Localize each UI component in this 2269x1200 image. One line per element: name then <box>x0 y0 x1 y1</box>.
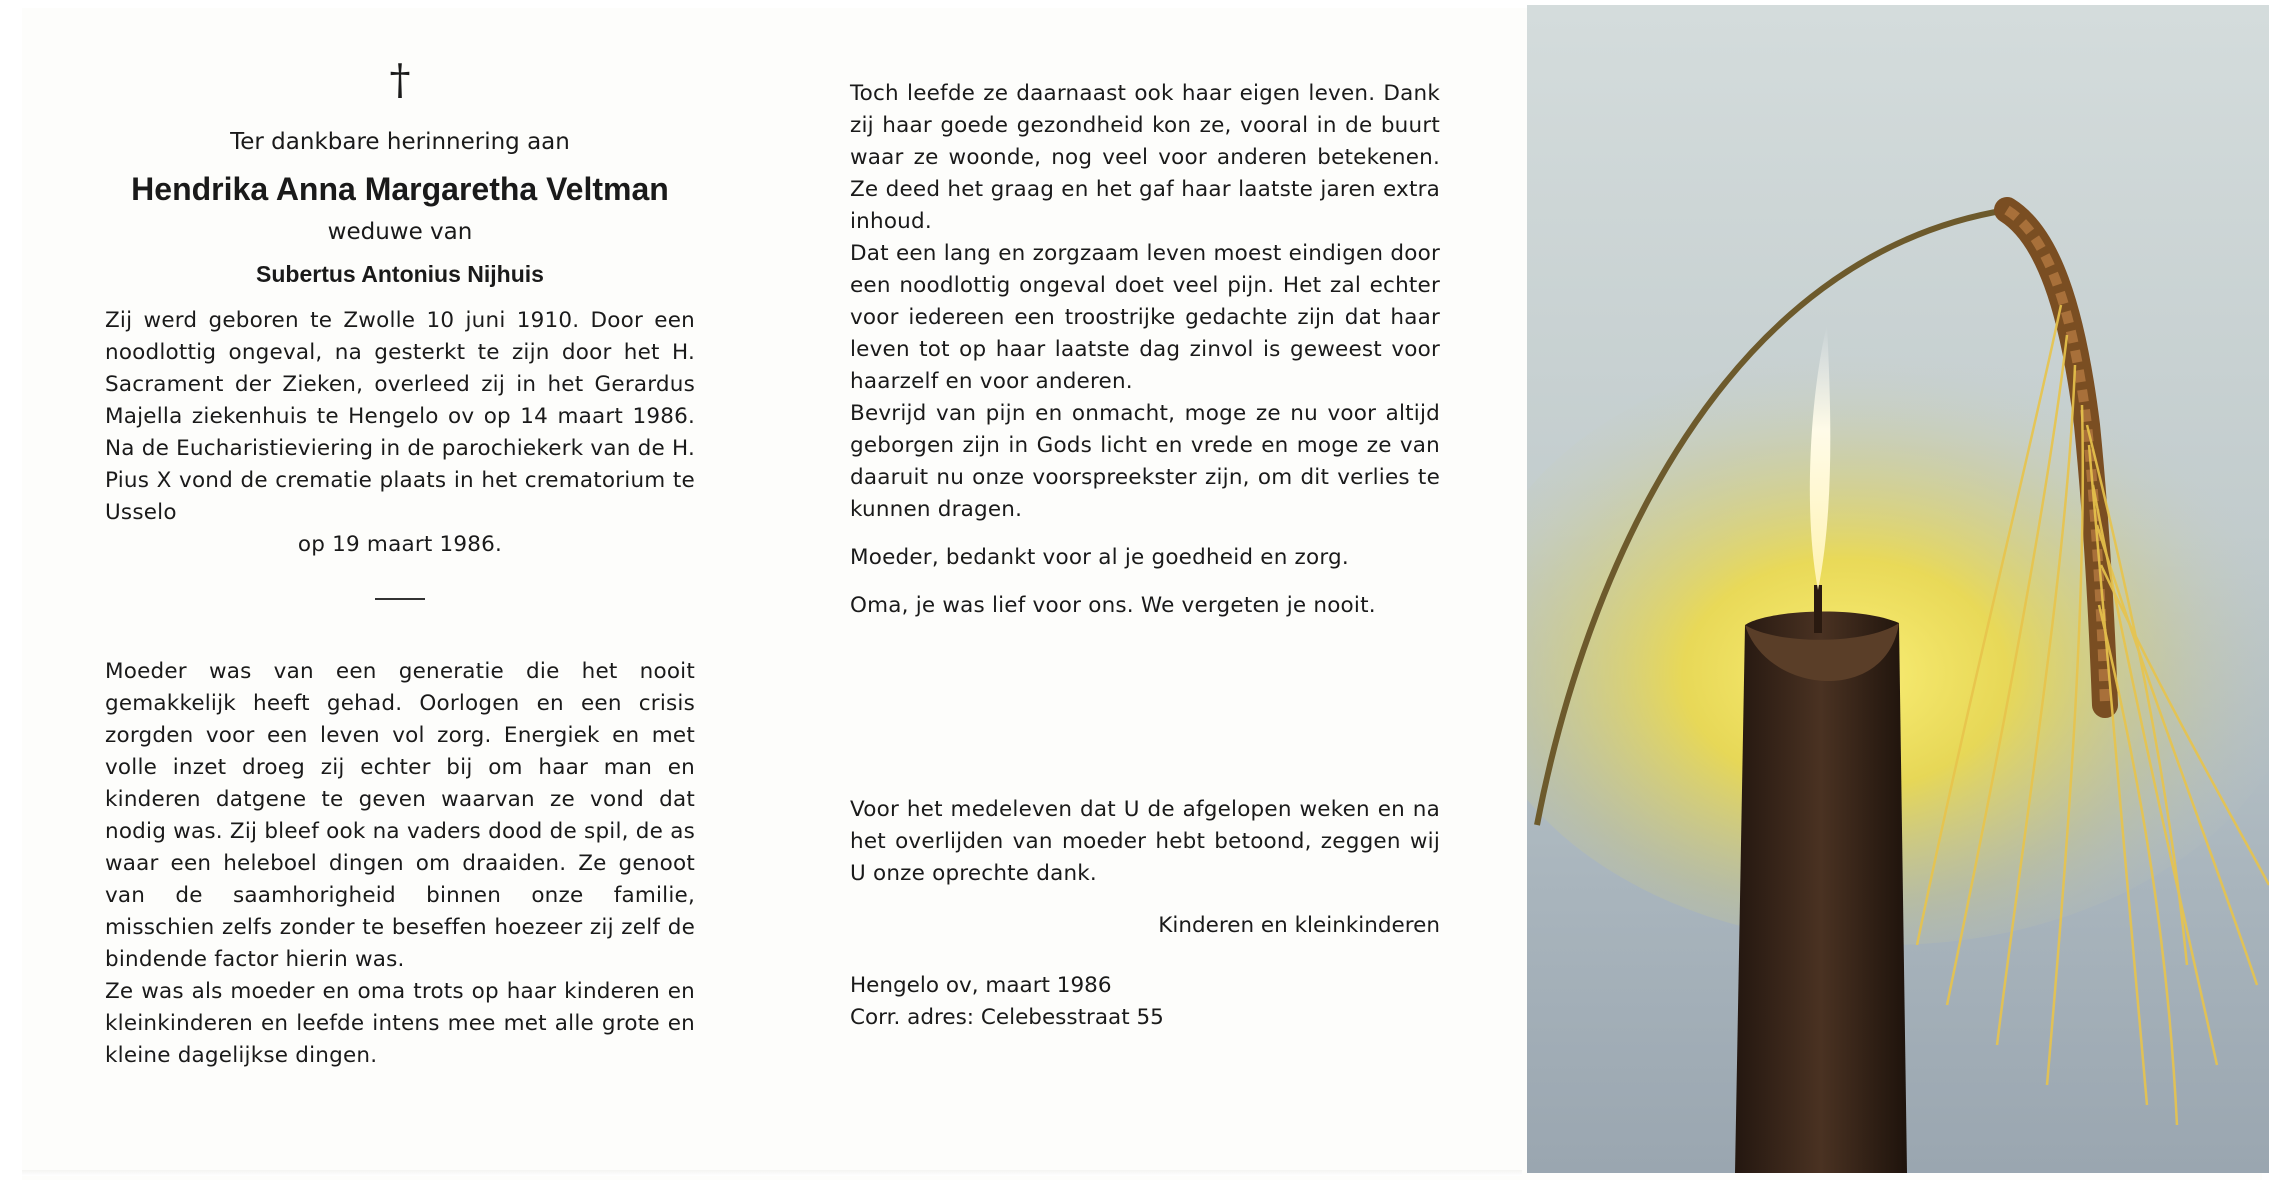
prayer-text: Bevrijd van pijn en onmacht, moge ze nu voor altijd geborgen zijn in Gods licht en vrede en moge ze van daaruit nu onze voorspreekster zijn, om dit verlies te kunnen dragen. <box>850 401 1440 522</box>
place-date: Hengelo ov, maart 1986 <box>850 973 1112 998</box>
deceased-name: Hendrika Anna Margaretha Veltman <box>131 171 669 207</box>
husband-name: Subertus Antonius Nijhuis <box>256 261 544 287</box>
widow-of-text: weduwe van <box>327 219 473 245</box>
cross-icon: † <box>389 55 411 104</box>
correspondence-address: Corr. adres: Celebesstraat 55 <box>850 1005 1164 1030</box>
signature: Kinderen en kleinkinderen <box>1158 913 1440 938</box>
intro-text: Ter dankbare herinnering aan <box>230 129 570 155</box>
candle-photo <box>1527 5 2269 1173</box>
biography-text: Zij werd geboren te Zwolle 10 juni 1910. Door een noodlottig ongeval, na gesterkt te zijn door het H. Sacrament der Zieken, overleed zij in het Gerardus Majella ziekenhuis te Hengelo ov op 14 maart 1986. Na de Eucharistieviering in de parochiekerk van de H. Pius X vond de crematie plaats in het crematorium te Usselo <box>105 308 695 525</box>
candle-wheat-illustration <box>1527 5 2269 1173</box>
card-edge <box>22 1170 1522 1176</box>
acknowledgement-text: Voor het medeleven dat U de afgelopen weken en na het overlijden van moeder hebt betoond, zeggen wij U onze oprechte dank. <box>850 797 1440 886</box>
tribute-paragraph-4: Dat een lang en zorgzaam leven moest eindigen door een noodlottig ongeval doet veel pijn. Het zal echter voor iedereen een troostrijke gedachte zijn dat haar leven tot op haar laatste dag zinvol is geweest voor haarzelf en voor anderen. <box>850 241 1440 394</box>
thanks-mother: Moeder, bedankt voor al je goedheid en zorg. <box>850 545 1349 570</box>
biography-last-line: op 19 maart 1986. <box>297 532 503 557</box>
tribute-paragraph-2: Ze was als moeder en oma trots op haar kinderen en kleinkinderen en leefde intens mee met alle grote en kleine dagelijkse dingen. <box>105 979 695 1068</box>
divider <box>105 585 695 604</box>
tribute-paragraph-3: Toch leefde ze daarnaast ook haar eigen leven. Dank zij haar goede gezondheid kon ze, vooral in de buurt waar ze woonde, nog veel voor anderen betekenen. Ze deed het graag en het gaf haar laatste jaren extra inhoud. <box>850 81 1440 234</box>
thanks-grandma: Oma, je was lief voor ons. We vergeten je nooit. <box>850 593 1376 618</box>
tribute-paragraph-1: Moeder was van een generatie die het nooit gemakkelijk heeft gehad. Oorlogen en een crisis zorgden voor een leven vol zorg. Energiek en met volle inzet droeg zij echter bij om haar man en kinderen datgene te geven waarvan ze vond dat nodig was. Zij bleef ook na vaders dood de spil, de as waar een heleboel dingen om draaiden. Ze genoot van de saamhorigheid binnen onze familie, misschien zelfs zonder te beseffen hoezeer zij zelf de bindende factor hierin was. <box>105 659 695 972</box>
left-panel <box>105 55 695 1072</box>
middle-panel <box>850 78 1440 1034</box>
